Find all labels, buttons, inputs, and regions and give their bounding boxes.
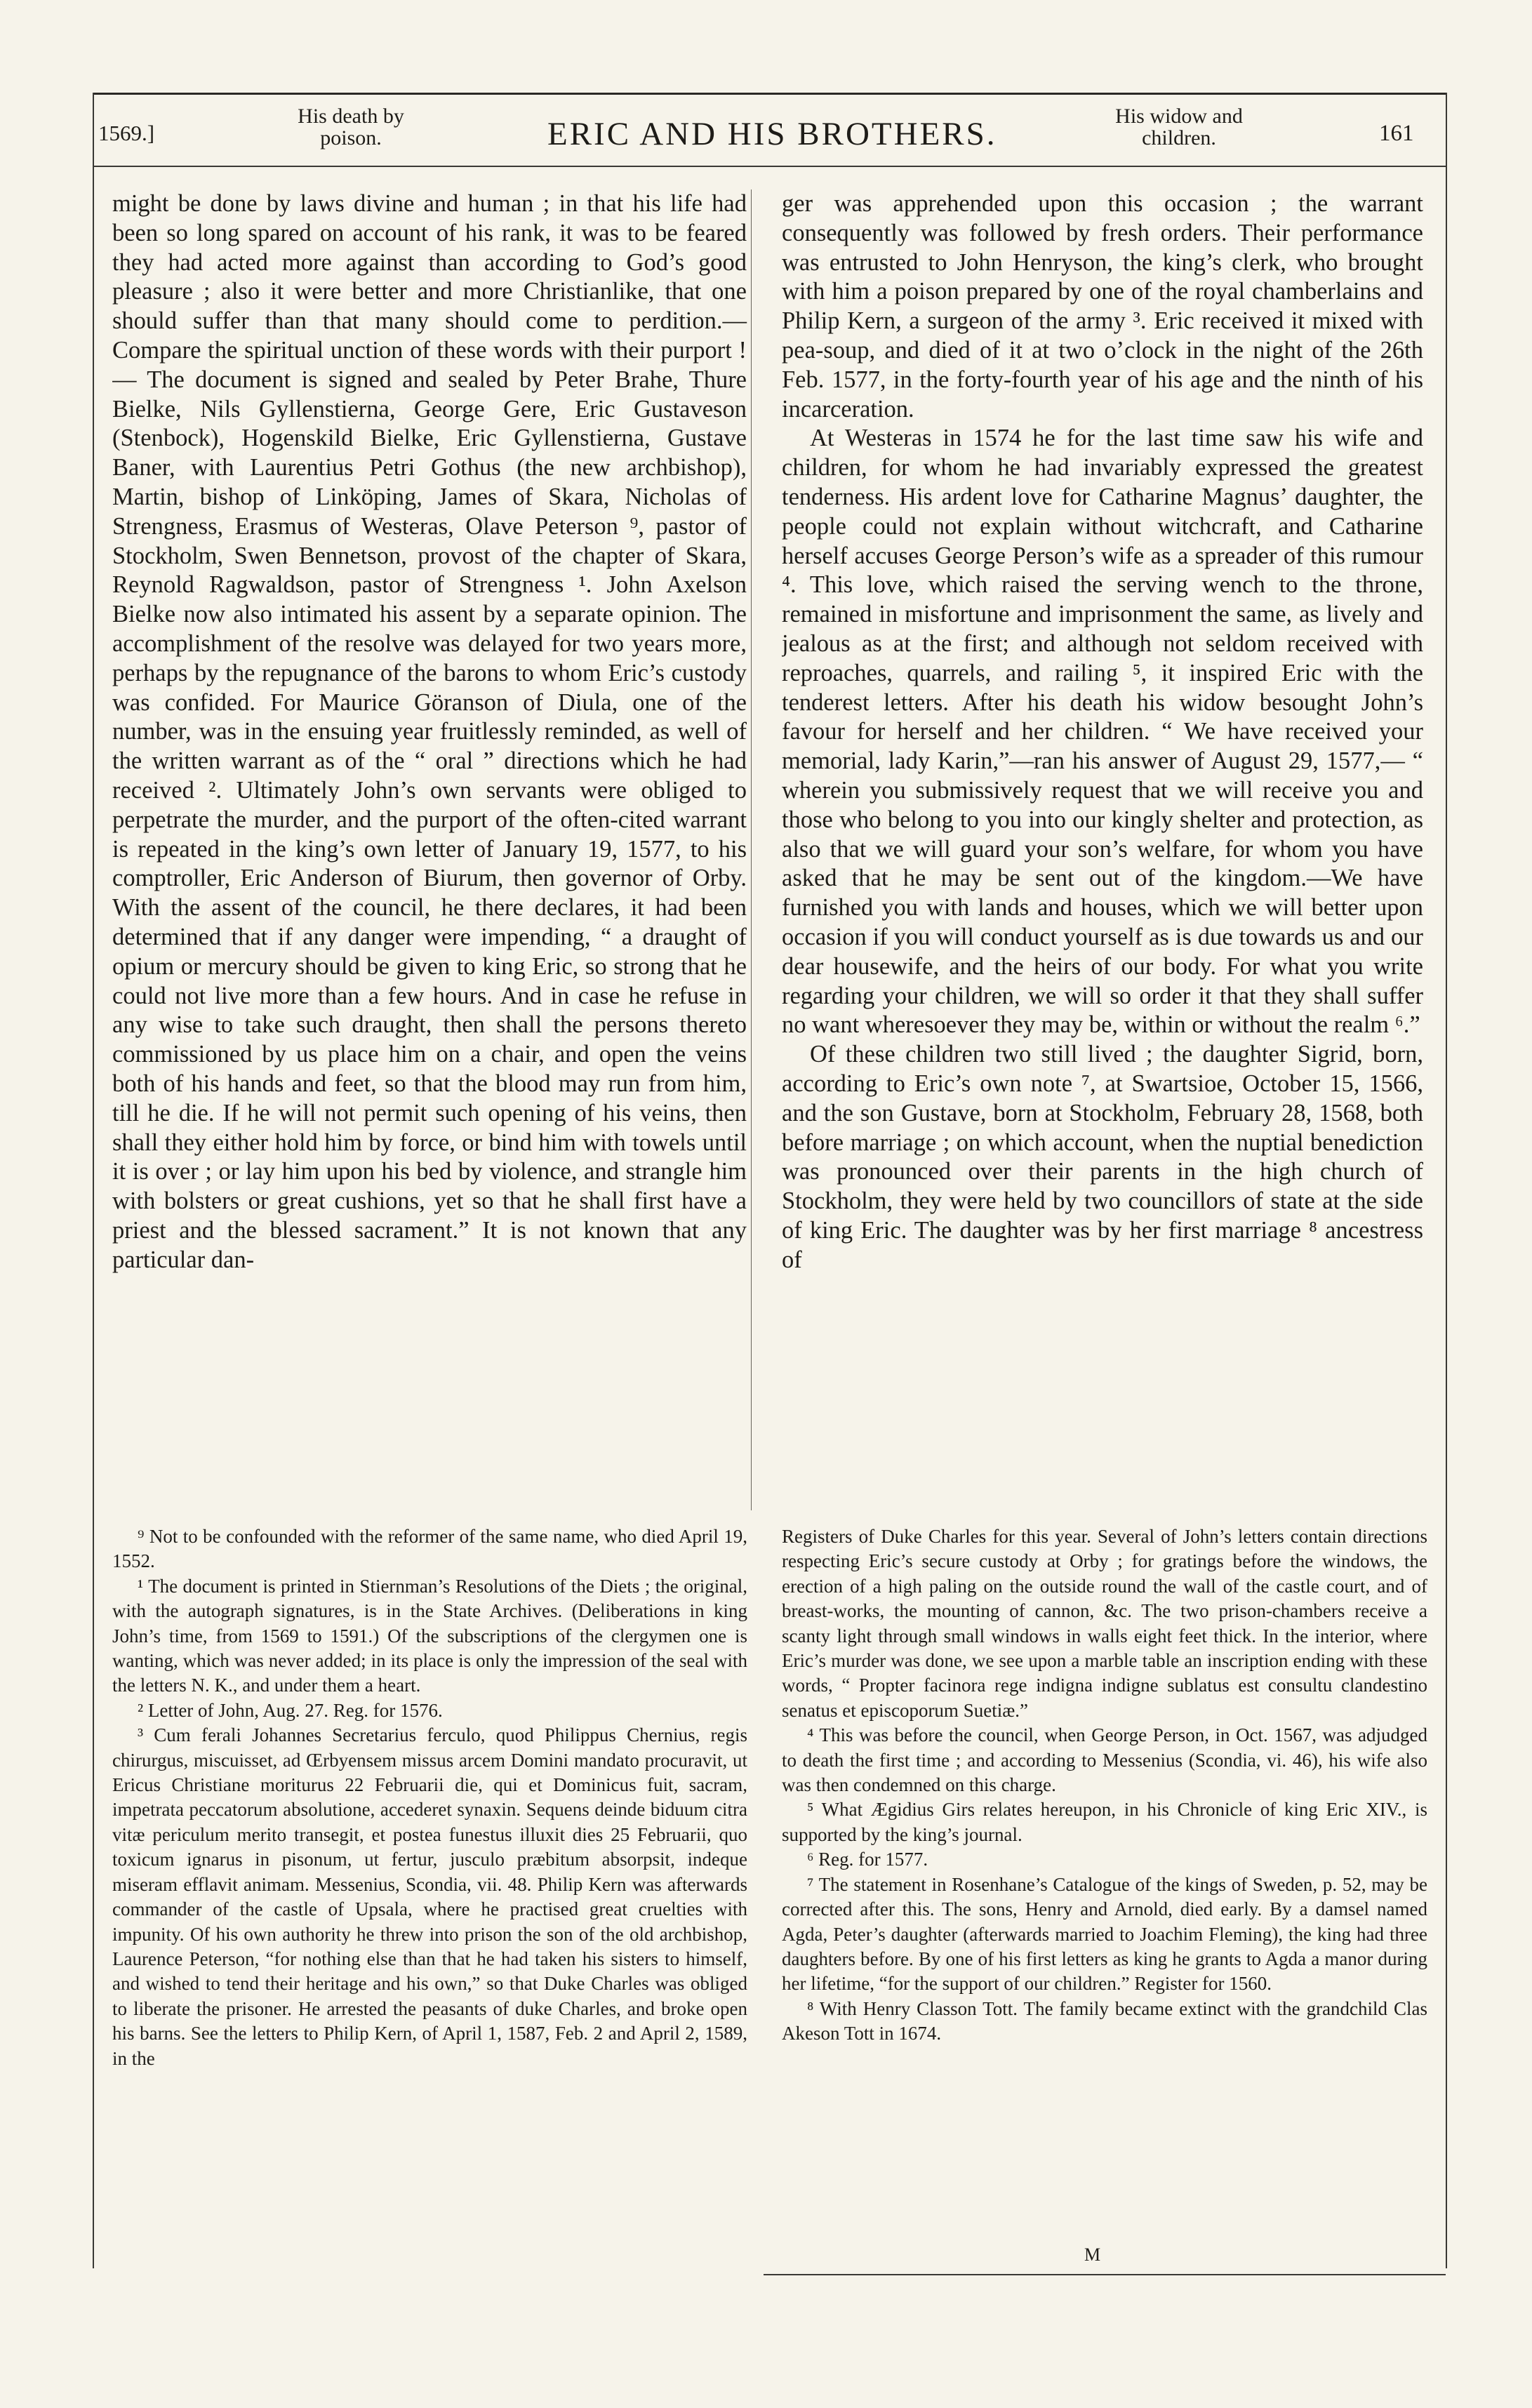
footnote-1: ¹ The document is printed in Stiernman’s Resolutions of the Diets ; the original, with the autograph signatures, is in the State Archives. (Deliberations in king John’s time, from 1569 to 1591.) Of the subscriptions of the clergymen one is wanting, which was never added; in its place is only the impression of the seal with the letters N. K., and under them a heart. [112, 1575, 747, 1696]
footnote-2: ² Letter of John, Aug. 27. Reg. for 1576. [138, 1699, 443, 1721]
footnotes-left-column [112, 1524, 747, 2268]
main-text-left-column [112, 189, 752, 1510]
header-right-sidenote-line1: His widow and [1115, 105, 1243, 128]
right-border [1446, 93, 1447, 2268]
footnote-3-continued: Registers of Duke Charles for this year. Several of John’s letters contain directions respecting Eric’s secure custody at Orby ; for gratings before the windows, the erection of a high paling on the outside round the wall of the castle court, and of breast-works, the mounting of cannon, &c. The two prison-chambers receive a scanty light through small windows in walls eight feet thick. In the interior, where Eric’s murder was done, we see upon a marble table an inscription ending with these words, “ Propter facinora rege indigna indigne sublatus est consultu clandestino senatus et episcoporum Suetiæ.” [782, 1526, 1427, 1721]
right-paragraph-3: Of these children two still lived ; the daughter Sigrid, born, according to Eric’s own note ⁷, at Swartsioe, October 15, 1566, and the son Gustave, born at Stockholm, February 28, 1568, both before marriage ; on which account, when the nuptial benediction was pronounced over their parents in the high church of Stockholm, they were held by two councillors of state at the side of king Eric. The daughter was by her first marriage ⁸ ancestress of [782, 1041, 1423, 1273]
main-text-right-column [782, 189, 1427, 1510]
header-year: 1569.] [98, 121, 155, 145]
top-rule [93, 93, 1446, 95]
bottom-rule [764, 2274, 1446, 2275]
footnote-7: ⁷ The statement in Rosenhane’s Catalogue of the kings of Sweden, p. 52, may be corrected after this. The sons, Henry and Arnold, died early. By a damsel named Agda, Peter’s daughter (afterwards married to Joachim Fleming), the king had three daughters before. By one of his first letters as king he grants to Agda a manor during her lifetime, “for the support of our children.” Register for 1560. [782, 1873, 1427, 1995]
left-border [93, 93, 94, 2268]
right-paragraph-2: At Westeras in 1574 he for the last time saw his wife and children, for whom he had invariably expressed the greatest tenderness. His ardent love for Catharine Magnus’ daughter, the people could not explain without witchcraft, and Catharine herself accuses George Person’s wife as a spreader of this rumour ⁴. This love, which raised the serving wench to the throne, remained in misfortune and imprisonment the same, as lively and jealous as at the first; and although not seldom received with reproaches, quarrels, and railing ⁵, it inspired Eric with the tenderest letters. After his death his widow besought John’s favour for herself and her children. “ We have received your memorial, lady Karin,”—ran his answer of August 29, 1577,— “ wherein you submissively request that we will receive you and those who belong to you into our kingly shelter and protection, as also that we will guard your son’s welfare, for whom you have asked that he may be sent out of the kingdom.—We have furnished you with lands and houses, which we will better upon occasion if you will conduct yourself as is due towards us and our dear housewife, and the heirs of our body. For what you write regarding your children, we will so order it that they shall suffer no want wheresoever they may be, within or without the realm ⁶.” [782, 425, 1423, 1039]
header-left-sidenote-line2: poison. [320, 126, 382, 149]
footnote-3: ³ Cum ferali Johannes Secretarius ferculo, quod Philippus Chernius, regis chirurgus, miscuisset, ad Œrbyensem missus arcem Domini mandato procuravit, ut Ericus Christiane moriturus 22 Februarii die, qui et Dominicus fuit, sacram, impetrata peccatorum absolutione, accederet synaxin. Sequens deinde biduum citra vitæ periculum merito transegit, et postea funestus illuxit dies 25 Februarii, quo toxicum ignarus in pisonum, ut fertur, jusculo præbitum absorpsit, indeque miseram efflavit animam. Messenius, Scondia, vii. 48. Philip Kern was afterwards commander of the castle of Upsala, where he practised great cruelties with impunity. Of his own authority he threw into prison the son of the old archbishop, Laurence Peterson, “for nothing else than that he had taken his sisters to himself, and wished to tend their heritage and his own,” so that Duke Charles was obliged to liberate the prisoner. He arrested the peasants of duke Charles, and broke open his barns. See the letters to Philip Kern, of April 1, 1587, Feb. 2 and April 2, 1589, in the [112, 1724, 747, 2069]
header-left-sidenote-line1: His death by [298, 105, 404, 128]
running-title: ERIC AND HIS BROTHERS. [547, 116, 997, 152]
header-right-sidenote-line2: children. [1142, 126, 1216, 149]
page-number: 161 [1379, 121, 1414, 146]
left-paragraph-1: might be done by laws divine and human ; in that his life had been so long spared on account of his rank, it was to be feared they had acted more against than according to God’s good pleasure ; also it were better and more Christianlike, that one should suffer than that many should come to perdition.—Compare the spiritual unction of these words with their purport ! — The document is signed and sealed by Peter Brahe, Thure Bielke, Nils Gyllenstierna, George Gere, Eric Gustaveson (Stenbock), Hogenskild Bielke, Eric Gyllenstierna, Gustave Baner, with Laurentius Petri Gothus (the new archbishop), Martin, bishop of Linköping, James of Skara, Nicholas of Strengness, Erasmus of Westeras, Olave Peterson ⁹, pastor of Stockholm, Swen Bennetson, provost of the chapter of Skara, Reynold Ragwaldson, pastor of Strengness ¹. John Axelson Bielke now also intimated his assent by a separate opinion. The accomplishment of the resolve was delayed for two years more, perhaps by the repugnance of the barons to whom Eric’s custody was confided. For Maurice Göranson of Diula, one of the number, was in the ensuing year fruitlessly reminded, as well of the written warrant as of the “ oral ” directions which he had received ². Ultimately John’s own servants were obliged to perpetrate the murder, and the purport of the often-cited warrant is repeated in the king’s own letter of January 19, 1577, to his comptroller, Eric Anderson of Biurum, then governor of Orby. With the assent of the council, he there declares, it had been determined that if any danger were impending, “ a draught of opium or mercury should be given to king Eric, so strong that he could not live more than a few hours. And in case he refuse in any wise to take such draught, then shall the persons thereto commissioned by us place him on a chair, and open the veins both of his hands and feet, so that the blood may run from him, till he die. If he will not permit such opening of his veins, then shall they either hold him by force, or bind him with towels until it is over ; or lay him upon his bed by violence, and strangle him with bolsters or great cushions, yet so that he shall first have a priest and the blessed sacrament.” It is not known that any particular dan- [112, 190, 747, 1273]
right-paragraph-1: ger was apprehended upon this occasion ; the warrant consequently was followed by fresh orders. Their performance was entrusted to John Henryson, the king’s clerk, who brought with him a poison prepared by one of the royal chamberlains and Philip Kern, a surgeon of the army ³. Eric received it mixed with pea-soup, and died of it at two o’clock in the night of the 26th Feb. 1577, in the forty-fourth year of his age and the ninth of his incarceration. [782, 190, 1423, 423]
footnote-6: ⁶ Reg. for 1577. [807, 1849, 928, 1870]
footnotes-right-column [782, 1524, 1427, 2268]
header-left-sidenote [281, 105, 421, 149]
footnote-5: ⁵ What Ægidius Girs relates hereupon, in his Chronicle of king Eric XIV., is supported by the king’s journal. [782, 1799, 1427, 1845]
footnote-9: ⁹ Not to be confounded with the reformer of the same name, who died April 19, 1552. [112, 1526, 747, 1572]
header-right-sidenote [1091, 105, 1267, 149]
signature-mark: M [1084, 2244, 1101, 2265]
footnote-8: ⁸ With Henry Classon Tott. The family became extinct with the grandchild Clas Akeson Tott in 1674. [782, 1997, 1427, 2044]
header-rule [93, 166, 1446, 167]
footnote-4: ⁴ This was before the council, when George Person, in Oct. 1567, was adjudged to death the first time ; and according to Messenius (Scondia, vi. 46), his wife also was then condemned on this charge. [782, 1724, 1427, 1796]
